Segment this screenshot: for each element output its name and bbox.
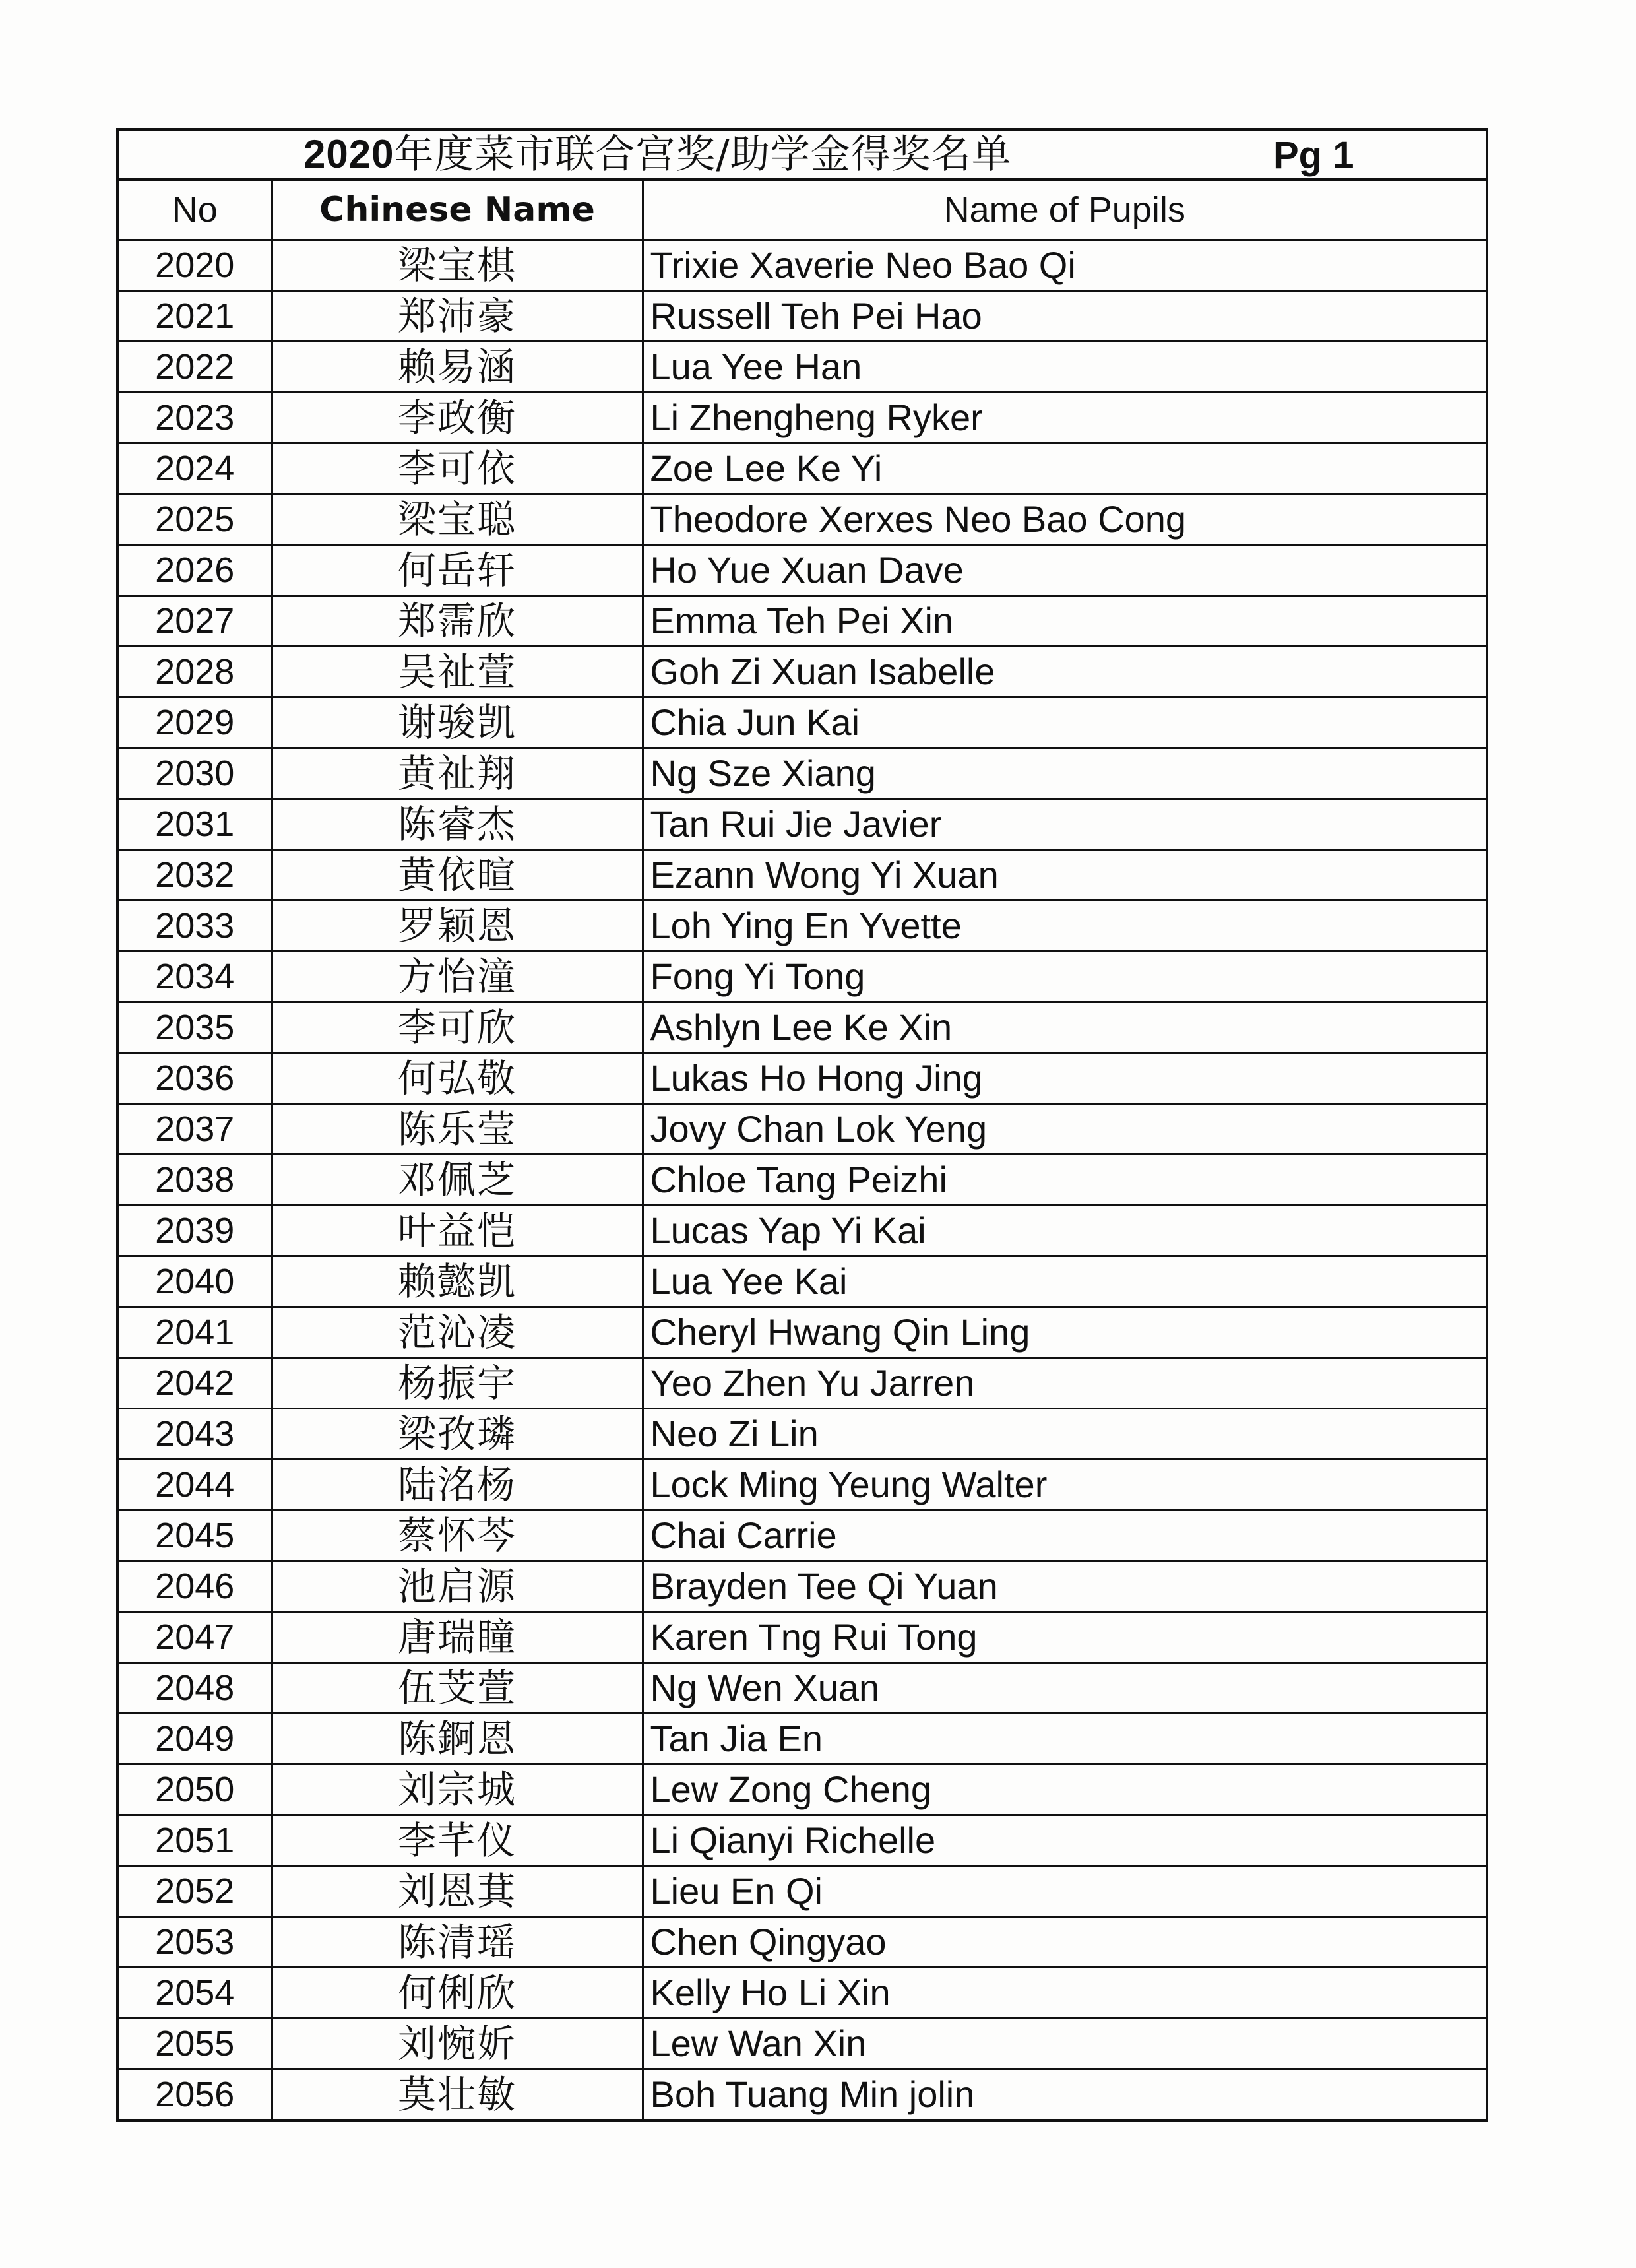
table-row xyxy=(119,1765,1486,1815)
chinese-name: 赖懿凯 xyxy=(272,1256,643,1307)
chinese-name: 何俐欣 xyxy=(272,1968,643,2019)
title-year: 2020 xyxy=(303,132,394,176)
row-number: 2040 xyxy=(119,1256,272,1307)
pupil-name: Fong Yi Tong xyxy=(643,952,1486,1002)
row-number: 2042 xyxy=(119,1358,272,1409)
chinese-name: 谢骏凯 xyxy=(272,697,643,748)
table-row xyxy=(119,1409,1486,1460)
chinese-name: 梁宝棋 xyxy=(272,240,643,291)
row-number: 2055 xyxy=(119,2019,272,2069)
chinese-name: 唐瑞瞳 xyxy=(272,1612,643,1663)
chinese-name: 李政衡 xyxy=(272,393,643,443)
chinese-name: 莫壮敏 xyxy=(272,2069,643,2120)
row-number: 2026 xyxy=(119,545,272,596)
chinese-name: 黄依暄 xyxy=(272,850,643,901)
row-number: 2039 xyxy=(119,1206,272,1256)
title-text: 年度菜市联合宫奖/助学金得奖名单 xyxy=(394,131,1012,178)
table-row xyxy=(119,748,1486,799)
row-number: 2047 xyxy=(119,1612,272,1663)
chinese-name: 陆洺杨 xyxy=(272,1460,643,1510)
pupil-name: Karen Tng Rui Tong xyxy=(643,1612,1486,1663)
pupil-name: Tan Jia En xyxy=(643,1714,1486,1765)
chinese-name: 何岳轩 xyxy=(272,545,643,596)
row-number: 2027 xyxy=(119,596,272,647)
pupil-name: Trixie Xaverie Neo Bao Qi xyxy=(643,240,1486,291)
award-list-table xyxy=(116,128,1488,2122)
document-title xyxy=(303,131,1012,178)
table-row xyxy=(119,1968,1486,2019)
chinese-name: 梁孜璘 xyxy=(272,1409,643,1460)
chinese-name: 李可依 xyxy=(272,443,643,494)
table-row xyxy=(119,697,1486,748)
chinese-name: 罗颖恩 xyxy=(272,901,643,952)
table-row xyxy=(119,1460,1486,1510)
table-row xyxy=(119,1866,1486,1917)
table-row xyxy=(119,647,1486,697)
chinese-name: 方怡潼 xyxy=(272,952,643,1002)
table-row xyxy=(119,291,1486,342)
pupil-name: Chloe Tang Peizhi xyxy=(643,1155,1486,1206)
row-number: 2056 xyxy=(119,2069,272,2120)
table-row xyxy=(119,1358,1486,1409)
row-number: 2034 xyxy=(119,952,272,1002)
table-row xyxy=(119,443,1486,494)
pupil-name: Cheryl Hwang Qin Ling xyxy=(643,1307,1486,1358)
pupil-name: Lock Ming Yeung Walter xyxy=(643,1460,1486,1510)
pupil-name: Goh Zi Xuan Isabelle xyxy=(643,647,1486,697)
pupil-name: Lew Wan Xin xyxy=(643,2019,1486,2069)
pupil-name: Ezann Wong Yi Xuan xyxy=(643,850,1486,901)
table-row xyxy=(119,850,1486,901)
row-number: 2031 xyxy=(119,799,272,850)
row-number: 2038 xyxy=(119,1155,272,1206)
table-row xyxy=(119,1002,1486,1053)
row-number: 2023 xyxy=(119,393,272,443)
chinese-name: 赖易涵 xyxy=(272,342,643,393)
table-row xyxy=(119,1815,1486,1866)
table-row xyxy=(119,1307,1486,1358)
pupil-name: Tan Rui Jie Javier xyxy=(643,799,1486,850)
chinese-name: 邓佩芝 xyxy=(272,1155,643,1206)
pupil-name: Li Qianyi Richelle xyxy=(643,1815,1486,1866)
row-number: 2025 xyxy=(119,494,272,545)
table-row xyxy=(119,799,1486,850)
pupil-name: Lieu En Qi xyxy=(643,1866,1486,1917)
table-row xyxy=(119,240,1486,291)
row-number: 2045 xyxy=(119,1510,272,1561)
chinese-name: 何弘敬 xyxy=(272,1053,643,1104)
row-number: 2049 xyxy=(119,1714,272,1765)
chinese-name: 范沁凌 xyxy=(272,1307,643,1358)
row-number: 2022 xyxy=(119,342,272,393)
row-number: 2036 xyxy=(119,1053,272,1104)
table-row xyxy=(119,1510,1486,1561)
pupil-name: Ng Wen Xuan xyxy=(643,1663,1486,1714)
pupil-name: Brayden Tee Qi Yuan xyxy=(643,1561,1486,1612)
pupil-name: Zoe Lee Ke Yi xyxy=(643,443,1486,494)
row-number: 2028 xyxy=(119,647,272,697)
chinese-name: 叶益恺 xyxy=(272,1206,643,1256)
chinese-name: 李芊仪 xyxy=(272,1815,643,1866)
title-row xyxy=(119,131,1486,181)
table-row xyxy=(119,952,1486,1002)
table-row xyxy=(119,1104,1486,1155)
chinese-name: 郑沛豪 xyxy=(272,291,643,342)
chinese-name: 吴祉萱 xyxy=(272,647,643,697)
row-number: 2054 xyxy=(119,1968,272,2019)
pupil-name: Lucas Yap Yi Kai xyxy=(643,1206,1486,1256)
chinese-name: 池启源 xyxy=(272,1561,643,1612)
pupil-name: Lua Yee Han xyxy=(643,342,1486,393)
row-number: 2053 xyxy=(119,1917,272,1968)
row-number: 2020 xyxy=(119,240,272,291)
row-number: 2024 xyxy=(119,443,272,494)
pupil-name: Russell Teh Pei Hao xyxy=(643,291,1486,342)
chinese-name: 伍芠萱 xyxy=(272,1663,643,1714)
table-row xyxy=(119,1155,1486,1206)
row-number: 2046 xyxy=(119,1561,272,1612)
row-number: 2030 xyxy=(119,748,272,799)
table-row xyxy=(119,342,1486,393)
header-row xyxy=(119,181,1486,240)
chinese-name: 刘惋妡 xyxy=(272,2019,643,2069)
pupil-name: Lukas Ho Hong Jing xyxy=(643,1053,1486,1104)
names-table xyxy=(119,181,1486,2119)
row-number: 2029 xyxy=(119,697,272,748)
row-number: 2032 xyxy=(119,850,272,901)
row-number: 2050 xyxy=(119,1765,272,1815)
pupil-name: Jovy Chan Lok Yeng xyxy=(643,1104,1486,1155)
row-number: 2021 xyxy=(119,291,272,342)
chinese-name: 杨振宇 xyxy=(272,1358,643,1409)
table-row xyxy=(119,1561,1486,1612)
row-number: 2051 xyxy=(119,1815,272,1866)
pupil-name: Lew Zong Cheng xyxy=(643,1765,1486,1815)
pupil-name: Ashlyn Lee Ke Xin xyxy=(643,1002,1486,1053)
pupil-name: Loh Ying En Yvette xyxy=(643,901,1486,952)
pupil-name: Boh Tuang Min jolin xyxy=(643,2069,1486,2120)
chinese-name: 刘恩萁 xyxy=(272,1866,643,1917)
chinese-name: 陈清瑶 xyxy=(272,1917,643,1968)
table-body xyxy=(119,240,1486,2120)
table-row xyxy=(119,2019,1486,2069)
column-header-chinese-name: Chinese Name xyxy=(272,181,643,240)
table-row xyxy=(119,1714,1486,1765)
table-row xyxy=(119,393,1486,443)
row-number: 2041 xyxy=(119,1307,272,1358)
pupil-name: Chia Jun Kai xyxy=(643,697,1486,748)
chinese-name: 陈睿杰 xyxy=(272,799,643,850)
row-number: 2044 xyxy=(119,1460,272,1510)
row-number: 2035 xyxy=(119,1002,272,1053)
table-row xyxy=(119,1206,1486,1256)
table-row xyxy=(119,596,1486,647)
pupil-name: Li Zhengheng Ryker xyxy=(643,393,1486,443)
table-row xyxy=(119,545,1486,596)
table-row xyxy=(119,901,1486,952)
pupil-name: Chen Qingyao xyxy=(643,1917,1486,1968)
row-number: 2048 xyxy=(119,1663,272,1714)
row-number: 2052 xyxy=(119,1866,272,1917)
chinese-name: 李可欣 xyxy=(272,1002,643,1053)
pupil-name: Emma Teh Pei Xin xyxy=(643,596,1486,647)
table-row xyxy=(119,1256,1486,1307)
pupil-name: Theodore Xerxes Neo Bao Cong xyxy=(643,494,1486,545)
row-number: 2033 xyxy=(119,901,272,952)
chinese-name: 陈乐莹 xyxy=(272,1104,643,1155)
row-number: 2043 xyxy=(119,1409,272,1460)
table-row xyxy=(119,1663,1486,1714)
pupil-name: Ho Yue Xuan Dave xyxy=(643,545,1486,596)
chinese-name: 陈錒恩 xyxy=(272,1714,643,1765)
page-number: Pg 1 xyxy=(1273,134,1354,177)
pupil-name: Kelly Ho Li Xin xyxy=(643,1968,1486,2019)
chinese-name: 蔡怀芩 xyxy=(272,1510,643,1561)
pupil-name: Yeo Zhen Yu Jarren xyxy=(643,1358,1486,1409)
row-number: 2037 xyxy=(119,1104,272,1155)
table-row xyxy=(119,1053,1486,1104)
table-row xyxy=(119,2069,1486,2120)
pupil-name: Lua Yee Kai xyxy=(643,1256,1486,1307)
column-header-no: No xyxy=(119,181,272,240)
pupil-name: Ng Sze Xiang xyxy=(643,748,1486,799)
table-row xyxy=(119,1917,1486,1968)
pupil-name: Chai Carrie xyxy=(643,1510,1486,1561)
pupil-name: Neo Zi Lin xyxy=(643,1409,1486,1460)
table-row xyxy=(119,494,1486,545)
chinese-name: 刘宗城 xyxy=(272,1765,643,1815)
chinese-name: 黄祉翔 xyxy=(272,748,643,799)
table-row xyxy=(119,1612,1486,1663)
column-header-name-of-pupils: Name of Pupils xyxy=(643,181,1486,240)
chinese-name: 梁宝聪 xyxy=(272,494,643,545)
chinese-name: 郑霈欣 xyxy=(272,596,643,647)
